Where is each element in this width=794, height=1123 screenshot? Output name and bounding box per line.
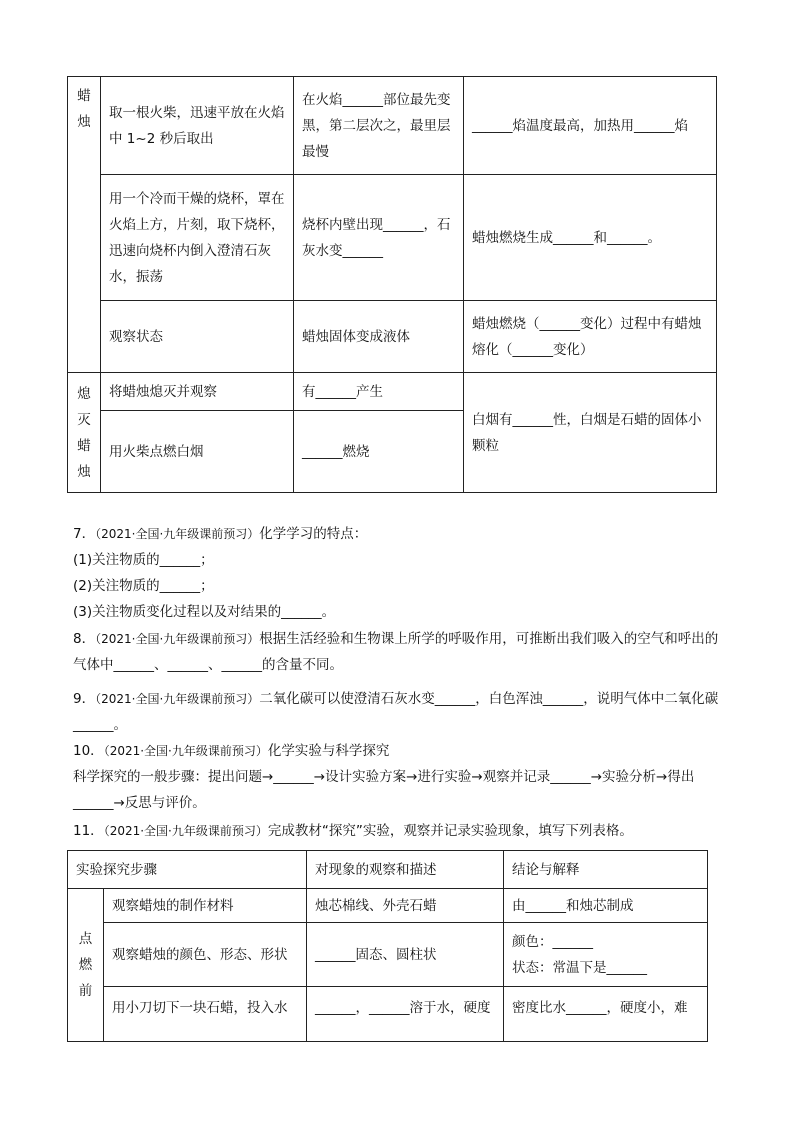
group-char: 燃 xyxy=(78,957,93,973)
question-11 xyxy=(73,818,723,844)
group-label-before-lighting xyxy=(68,889,104,1042)
observation-cell: 烛芯棉线、外壳石蜡 xyxy=(307,889,504,923)
step-cell: 用小刀切下一块石蜡，投入水 xyxy=(104,987,307,1042)
operation-cell: 取一根火柴，迅速平放在火焰中 1~2 秒后取出 xyxy=(101,77,294,175)
question-source: （2021·全国·九年级课前预习） xyxy=(95,692,260,706)
question-number: 11． xyxy=(73,823,104,839)
group-char: 熄 xyxy=(77,385,91,402)
group-char: 前 xyxy=(78,983,93,999)
question-number: 10． xyxy=(73,743,104,759)
group-label-extinguish xyxy=(68,373,101,493)
question-source: （2021·全国·九年级课前预习） xyxy=(103,744,268,758)
question-number: 7． xyxy=(73,526,96,542)
group-char: 烛 xyxy=(77,114,91,130)
header-step: 实验探究步骤 xyxy=(68,851,307,889)
conclusion-cell: 白烟有______性，白烟是石蜡的固体小颗粒 xyxy=(464,373,717,493)
question-source: （2021·全国·九年级课前预习） xyxy=(95,632,260,646)
conclusion-cell: 蜡烛燃烧生成______和______。 xyxy=(464,175,717,301)
group-char: 点 xyxy=(78,931,93,947)
question-source: （2021·全国·九年级课前预习） xyxy=(103,824,268,838)
observation-cell: 蜡烛固体变成液体 xyxy=(294,301,464,373)
group-char: 烛 xyxy=(77,463,91,480)
observation-cell: ______，______溶于水，硬度 xyxy=(307,987,504,1042)
observation-cell: 在火焰______部位最先变黑，第二层次之，最里层最慢 xyxy=(294,77,464,175)
question-number: 8． xyxy=(73,631,96,647)
conclusion-cell: 密度比水______，硬度小，难 xyxy=(504,987,708,1042)
candle-observation-table xyxy=(67,850,708,1042)
step-cell: 观察蜡烛的颜色、形态、形状 xyxy=(104,923,307,987)
question-source: （2021·全国·九年级课前预习） xyxy=(95,527,260,541)
header-observation: 对现象的观察和描述 xyxy=(307,851,504,889)
question-9 xyxy=(73,686,723,738)
group-char: 灭 xyxy=(77,411,91,428)
header-conclusion: 结论与解释 xyxy=(504,851,708,889)
question-text: 二氧化碳可以使澄清石灰水变______，白色浑浊______，说明气体中二氧化碳______。 xyxy=(73,691,719,733)
group-char: 蜡 xyxy=(77,88,91,104)
candle-burning-table xyxy=(67,76,717,493)
question-10 xyxy=(73,738,723,816)
conclusion-cell: ______焰温度最高，加热用______焰 xyxy=(464,77,717,175)
question-item: (1)关注物质的______； xyxy=(73,552,214,568)
question-item: (2)关注物质的______； xyxy=(73,578,214,594)
observation-cell: ______固态、圆柱状 xyxy=(307,923,504,987)
observation-cell: 烧杯内壁出现______，石灰水变______ xyxy=(294,175,464,301)
question-text: 化学实验与科学探究 xyxy=(267,743,390,759)
group-label-burning xyxy=(68,77,101,373)
observation-cell: ______燃烧 xyxy=(294,411,464,493)
question-7 xyxy=(73,521,723,625)
question-number: 9． xyxy=(73,691,96,707)
conclusion-cell: 蜡烛燃烧（______变化）过程中有蜡烛熔化（______变化） xyxy=(464,301,717,373)
step-cell: 观察蜡烛的制作材料 xyxy=(104,889,307,923)
operation-cell: 用一个冷而干燥的烧杯，罩在火焰上方，片刻，取下烧杯，迅速向烧杯内倒入澄清石灰水，振荡 xyxy=(101,175,294,301)
question-text: 化学学习的特点： xyxy=(259,526,368,542)
question-body: 科学探究的一般步骤：提出问题→______→设计实验方案→进行实验→观察并记录______→实验分析→得出______→反思与评价。 xyxy=(73,769,695,811)
observation-cell: 有______产生 xyxy=(294,373,464,411)
conclusion-cell xyxy=(504,923,708,987)
conclusion-line: 状态：常温下是______ xyxy=(512,959,647,976)
question-8 xyxy=(73,626,723,678)
operation-cell: 将蜡烛熄灭并观察 xyxy=(101,373,294,411)
operation-cell: 用火柴点燃白烟 xyxy=(101,411,294,493)
conclusion-line: 颜色：______ xyxy=(512,933,593,950)
question-text: 根据生活经验和生物课上所学的呼吸作用，可推断出我们吸入的空气和呼出的气体中______、______、______的含量不同。 xyxy=(73,631,719,673)
conclusion-cell: 由______和烛芯制成 xyxy=(504,889,708,923)
operation-cell: 观察状态 xyxy=(101,301,294,373)
group-char: 蜡 xyxy=(77,437,91,454)
question-text: 完成教材“探究”实验，观察并记录实验现象，填写下列表格。 xyxy=(267,823,633,839)
question-item: (3)关注物质变化过程以及对结果的______。 xyxy=(73,604,336,620)
